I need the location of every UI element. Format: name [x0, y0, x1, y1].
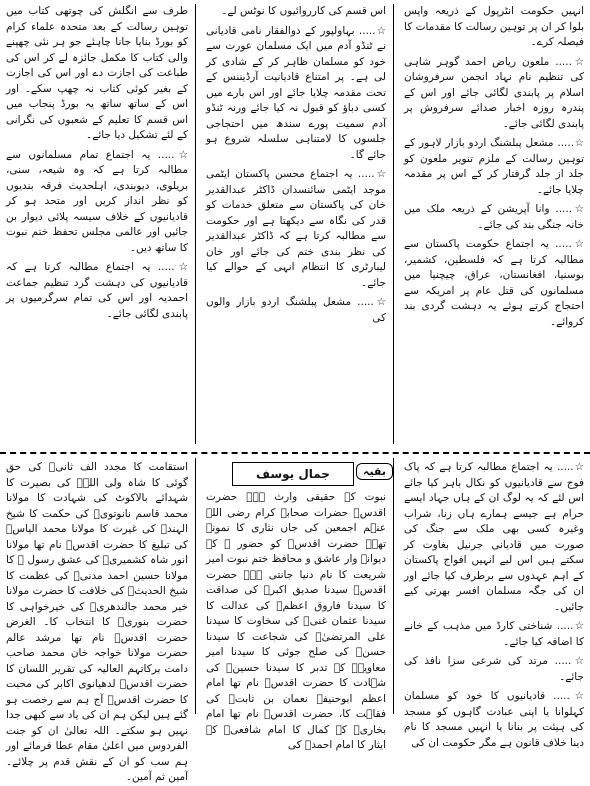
continued-label: بقیہ — [363, 465, 386, 478]
paragraph: اس قسم کی کارروائیوں کا نوٹس لے۔ — [221, 5, 386, 17]
section-title: جمال یوسف — [256, 467, 330, 481]
paragraph: ☆..... شناختی کارڈ میں مذہب کے خانے کا اضافہ کیا جائے۔ — [404, 620, 584, 648]
paragraph: ☆..... یہ اجتماع مطالبہ کرتا ہے کہ قادیانیوں کی دہشت گرد تنظیم جماعت احمدیہ اور اس کی تمام سرگرمیوں پر پابندی لگائی جائے۔ — [6, 261, 188, 320]
column-middle-top — [206, 4, 386, 448]
column-divider — [393, 4, 394, 444]
paragraph: استقامت کا مجدد الف ثانیؒ کی حق گوئی کا شاہ ولی اللہؒ کی بصیرت کا شہدائے بالاکوٹ کی شہادت کا مولانا محمد قاسم نانوتویؒ کی حکمت کا شیخ الہندؒ کی غیرت کا مولانا محمد الیاسؒ کی تبلیغ کا حضرت اقدسؒ نام تھا مولانا انور شاہ کشمیریؒ کی عشق رسول ﷺ کا مولانا حسین احمد مدنیؒ کی عظمت کا شیخ الحدیثؒ کی خلافت کا حضرت مولانا خیر محمد جالندھریؒ کی خیرخواہی کا حضرت بنوریؒ کا انتخاب کا۔ الغرض حضرت اقدسؒ نام تھا مرشد عالم حضرت مولانا خواجہ خان محمد صاحب دامت برکاتہم العالیہ کی تقریر اللسان کا حضرت اقدسؒ لدھیانوی اکابر کی محبت کا حضرت اقدسؒ آج ہم سے رخصت ہو گئے ہیں لیکن ہم ان کی یاد سے کبھی جدا نہیں ہو سکتے۔ اللہ تعالیٰ ان کو جنت الفردوس میں اعلیٰ مقام عطا فرمائے اور ہم سب کو ان کے نقش قدم پر چلائے۔ آمین ثم آمین۔ — [6, 461, 188, 783]
paragraph: طرف سے انگلش کی چوتھی کتاب میں توہین رسالت کے بعد متحدہ علماء کرام کو بورڈ بنایا جانا چاہئے جو ہر نئی چھپنے والی کتاب کا مکمل جائزہ لے کر اس کی طباعت کی اجازت دے اور اس کی اجازت کے بغیر کوئی کتاب نہ چھپ سکے۔ اور اس کے ساتھ ساتھ یہ بورڈ پنجاب میں اس قسم کا تعلیم کے شعبوں کی نگرانی کے لئے تشکیل دیا جائے۔ — [6, 5, 188, 141]
continued-tag — [356, 463, 393, 480]
paragraph: ☆..... قادیانیوں کا خود کو مسلمان کہلوانا یا اپنی عبادت گاہوں کو مسجد کی ہیئت پر بنانا یا انہیں مسجد کا نام دینا خلاف قانون ہے مگر حکومت ان کی — [404, 690, 584, 749]
section-title-box — [232, 462, 354, 486]
paragraph: ☆..... مشعل پبلشنگ اردو بازار والوں کی — [206, 296, 386, 324]
paragraph: ☆..... وانا آپریشن کے ذریعہ ملک میں خانہ جنگی بند کی جائے۔ — [404, 203, 584, 231]
column-right-top — [404, 4, 584, 448]
column-left-bottom — [6, 460, 188, 783]
paragraph: ☆..... ملعون ریاض احمد گوہر شاہی کی تنظیم نام نہاد انجمن سرفروشان اسلام پر پابندی لگائی جائے اور اس کے پندرہ روزہ اخبار صدائے سرفروش پر پابندی لگائی جائے۔ — [404, 55, 584, 130]
paragraph: ☆..... مشعل پبلشنگ اردو بازار لاہور کے توہین رسالت کے ملزم تنویر ملعون کو جلد از جلد گرفتار کر کے اس پر مقدمہ چلایا جائے۔ — [404, 137, 584, 196]
paragraph: نبوت کے حقیقی وارث ہے۔ حضرت اقدسؒ حضرات صحابہ کرام رضی اللہ عنہم اجمعین کی جاں نثاری کا نمونہ تھے۔ حضرت اقدسؒ کو حضور ﷺ کے دیوانہ وار عاشق و محافظ ختم نبوت امیر شریعت کا نام دنیا جانتی ہے۔ حضرت اقدسؒ سیدنا صدیق اکبرؓ کی صداقت کا سیدنا فاروق اعظمؓ کی عدالت کا سیدنا عثمان غنیؓ کی سخاوت کا سیدنا علی المرتضیٰؓ کی شجاعت کا سیدنا حسنؓ کی صلح جوئی کا سیدنا امیر معاویہؓ کے تدبر کا سیدنا حسینؓ کی شہادت کا حضرت اقدسؒ نام تھا امام اعظم ابوحنیفہ نعمان بن ثابتؒ کی فقاہت کا، حضرت اقدسؒ نام تھا امام بخاریؒ کے کمال کا امام شافعیؒ کے ایثار کا امام احمدؒ کی — [206, 491, 386, 751]
section-separator — [0, 452, 590, 454]
paragraph: ☆..... یہ اجتماع تمام مسلمانوں سے مطالبہ کرتا ہے کہ وہ شیعہ، سنی، بریلوی، دیوبندی، اہلحدیث فرقہ بندیوں کو نظر انداز کریں اور متحد ہو کر قادیانیوں کے خلاف سیسہ پلائی دیوار بن جائیں اور عالمی مجلس تحفظ ختم نبوت کا ساتھ دیں۔ — [6, 148, 188, 254]
column-divider — [195, 458, 196, 714]
paragraph: انہیں حکومت انٹرپول کے ذریعہ واپس بلوا کر ان پر توہین رسالت کا مقدمات کا فیصلہ کرے۔ — [404, 5, 584, 48]
column-right-bottom — [404, 460, 584, 749]
paragraph: ☆..... یہ اجتماع محسن پاکستان ایٹمی موجد ایٹمی سائنسدان ڈاکٹر عبدالقدیر خان کی پاکستان سے متعلق خدمات کو قدر کی نگاہ سے دیکھتا ہے اور حکومت سے مطالبہ کرتا ہے کہ ڈاکٹر عبدالقدیر کی نظر بندی ختم کی جائے اور خان لیبارٹری کا انتظام انہی کے حوالے کیا جائے۔ — [206, 168, 386, 289]
column-divider — [393, 458, 394, 714]
paragraph: ☆..... مرتد کی شرعی سزا نافذ کی جائے۔ — [404, 655, 584, 683]
paragraph: ☆..... بہاولپور کے ذوالفقار نامی قادیانی نے ٹنڈو آدم میں ایک مسلمان عورت سے خود کو مسلمان ظاہر کر کے شادی کر لی ہے۔ پر امتناع قادیانیت آرڈیننس کے تحت مقدمہ چلایا جائے اور اس بارے میں کسی دباؤ کو قبول نہ کیا جائے ورنہ ٹنڈو آدم سمیت پورے سندھ میں احتجاجی جلسوں کا لامتناہی سلسلہ شروع ہو جائے گا۔ — [206, 24, 386, 161]
column-middle-bottom — [206, 490, 386, 751]
paragraph: ☆..... یہ اجتماع مطالبہ کرتا ہے کہ پاک فوج سے قادیانیوں کو نکال باہر کیا جائے اس لئے کہ یہ لوگ ان کے ہاں جہاد ایسے حرام ہے جیسے ہمارے ہاں زنا، شراب وغیرہ کسی بھی ملک سے جنگ کی صورت میں قادیانی جرنیل بغاوت کر سکتے ہیں اس لیے انہیں افواج پاکستان کے اہم عہدوں سے برطرف کیا جائے اور ان کی جگہ مسلمان افسر بھرتی کیے جائیں۔ — [404, 461, 584, 613]
column-divider — [195, 4, 196, 444]
column-left-top — [6, 4, 188, 448]
paragraph: ☆..... یہ اجتماع حکومت پاکستان سے مطالبہ کرتا ہے کہ فلسطین، کشمیر، بوسنیا، افغانستان، عراق، چیچنیا میں مسلمانوں کی قتل عام پر امریکہ سے احتجاج کرتے ہوئے یہ دہشت گردی بند کروائے۔ — [404, 238, 584, 328]
